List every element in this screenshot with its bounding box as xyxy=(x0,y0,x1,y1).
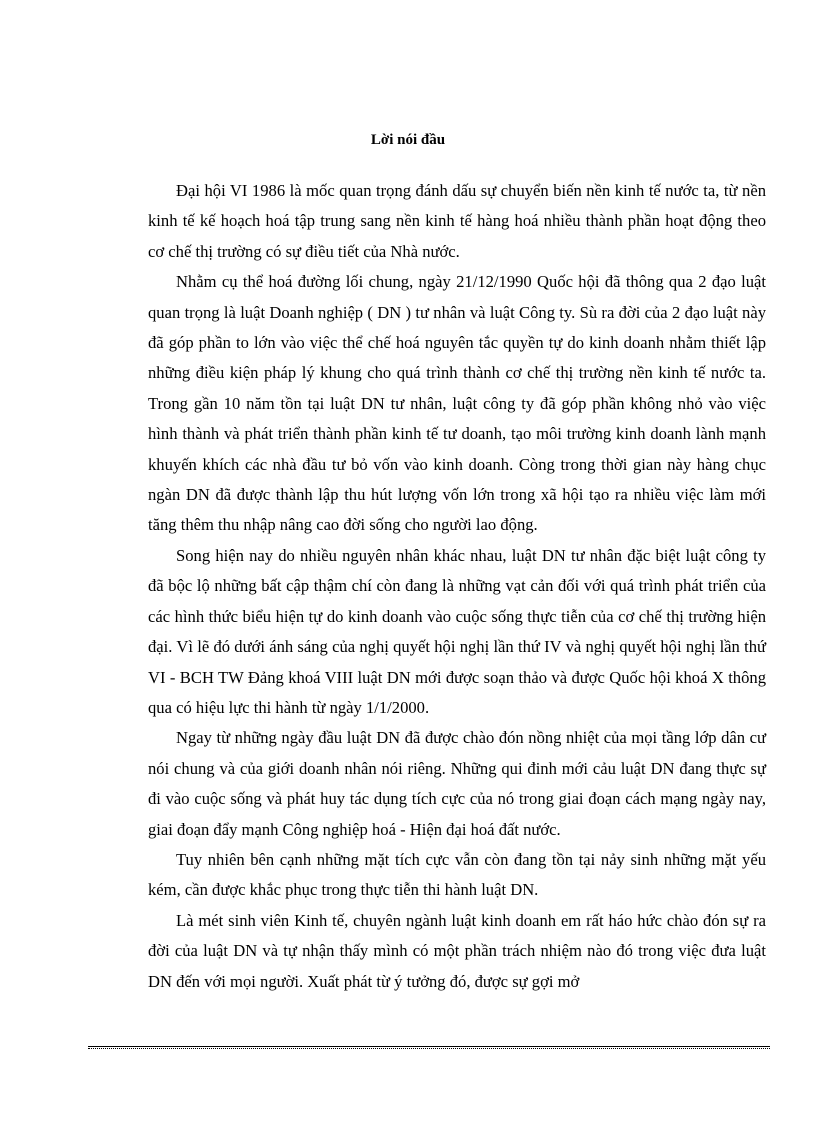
paragraph-1: Đại hội VI 1986 là mốc quan trọng đánh dấu sự chuyển biến nền kinh tế nước ta, từ nền kinh tế kế hoạch hoá tập trung sang nền kinh tế hàng hoá nhiều thành phần hoạt động theo cơ chế thị trường có sự điều tiết của Nhà nước. xyxy=(148,181,766,261)
paragraph-6: Là mét sinh viên Kinh tế, chuyên ngành luật kinh doanh em rất háo hức chào đón sự ra đời của luật DN và tự nhận thấy mình có một phần trách nhiệm nào đó trong việc đưa luật DN đến với mọi người. Xuất phát từ ý tưởng đó, được sự gợi mở xyxy=(148,910,766,991)
paragraph-3: Song hiện nay do nhiều nguyên nhân khác nhau, luật DN tư nhân đặc biệt luật công ty đã bộc lộ những bất cập thậm chí còn đang là những vạt cản đối với quá trình phát triển của các hình thức biểu hiện tự do kinh doanh vào cuộc sống thực tiễn của cơ chế thị trường hiện đại. Vì lẽ đó dưới ánh sáng của nghị quyết hội nghị lần thứ IV và nghị quyết hội nghị lần thứ VI - BCH TW Đảng khoá VIII luật DN mới được soạn thảo và được Quốc hội khoá X thông qua có hiệu lực thi hành từ ngày 1/1/2000. xyxy=(148,545,766,717)
page-title: Lời nói đầu xyxy=(370,132,446,148)
footer-divider xyxy=(88,1046,770,1047)
paragraph-2: Nhằm cụ thể hoá đường lối chung, ngày 21/12/1990 Quốc hội đã thông qua 2 đạo luật quan trọng là luật Doanh nghiệp ( DN ) tư nhân và luật Công ty. Sù ra đời của 2 đạo luật này đã góp phần to lớn vào việc thể chế hoá nguyên tắc quyền tự do kinh doanh nhằm thiết lập những điều kiện pháp lý khung cho quá trình thành cơ chế thị trường nền kinh tế nước ta. Trong gần 10 năm tồn tại luật DN tư nhân, luật công ty đã góp phần không nhỏ vào việc hình thành và phát triển thành phần kinh tế tư doanh, tạo môi trường kinh doanh lành mạnh khuyến khích các nhà đầu tư bỏ vốn vào kinh doanh. Còng trong thời gian này hàng chục ngàn DN đã được thành lập thu hút lượng vốn lớn trong xã hội tạo ra nhiều việc làm mới tăng thêm thu nhập nâng cao đời sống cho người lao động. xyxy=(148,272,766,535)
paragraph-4: Ngay từ những ngày đầu luật DN đã được chào đón nồng nhiệt của mọi tầng lớp dân cư nói chung và của giới doanh nhân nói riêng. Những qui đinh mới cảu luật DN đang thực sự đi vào cuộc sống và phát huy tác dụng tích cực của nó trong giai đoạn cách mạng ngày nay, giai đoạn đẩy mạnh Công nghiệp hoá - Hiện đại hoá đất nước. xyxy=(148,728,766,839)
paragraph-5: Tuy nhiên bên cạnh những mặt tích cực vẫn còn đang tồn tại nảy sinh những mặt yếu kém, cần được khắc phục trong thực tiễn thi hành luật DN. xyxy=(148,849,766,900)
body-text xyxy=(148,176,766,997)
